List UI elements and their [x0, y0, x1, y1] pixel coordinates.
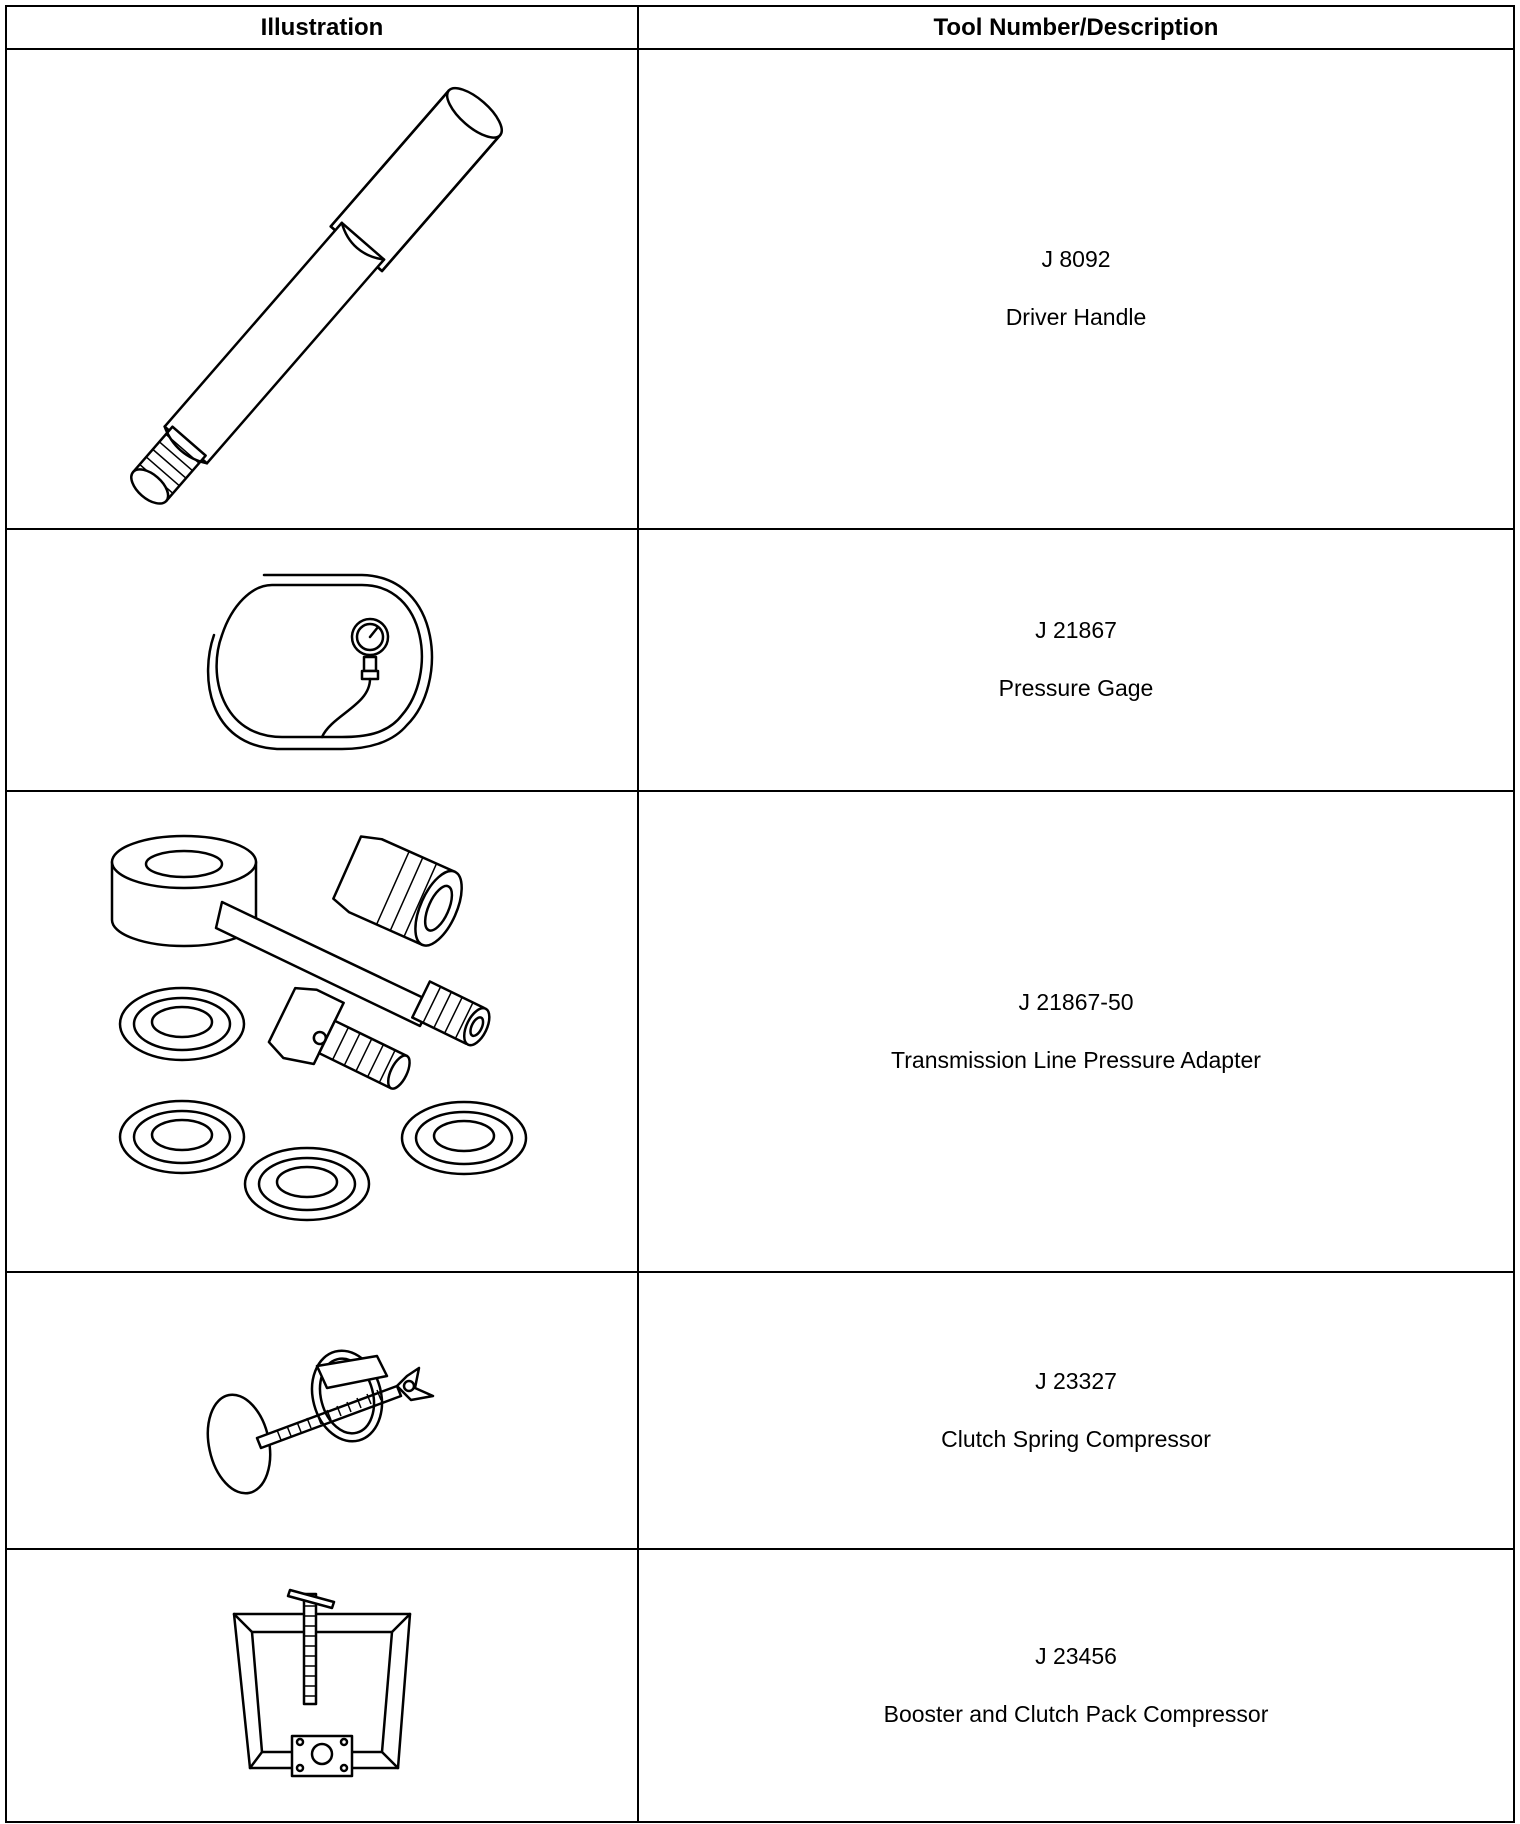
- special-tools-table: [5, 5, 1515, 1823]
- description-cell: [638, 791, 1514, 1272]
- table-row: [6, 49, 1514, 529]
- tool-description: Clutch Spring Compressor: [941, 1425, 1211, 1452]
- tool-number: J 21867-50: [1018, 988, 1134, 1015]
- table-header-row: [6, 6, 1514, 49]
- tool-number: J 23327: [1035, 1367, 1117, 1394]
- description-cell: [638, 49, 1514, 529]
- header-tool-number-description: Tool Number/Description: [638, 6, 1514, 49]
- illustration-cell: [6, 529, 638, 791]
- table-row: [6, 1549, 1514, 1822]
- tool-number: J 8092: [1041, 246, 1111, 273]
- booster-clutch-pack-compressor-icon: [222, 1586, 422, 1786]
- pressure-gage-icon: [202, 565, 442, 755]
- tool-description: Booster and Clutch Pack Compressor: [883, 1700, 1269, 1727]
- tool-description: Driver Handle: [1005, 304, 1147, 330]
- tool-number: J 21867: [1035, 617, 1117, 644]
- illustration-cell: [6, 1272, 638, 1549]
- tool-number: J 23456: [1035, 1642, 1117, 1669]
- tool-description: Transmission Line Pressure Adapter: [891, 1046, 1261, 1073]
- tool-description: Pressure Gage: [998, 675, 1154, 701]
- clutch-spring-compressor-icon: [197, 1326, 447, 1496]
- description-cell: [638, 1549, 1514, 1822]
- table-row: [6, 791, 1514, 1272]
- table-row: [6, 1272, 1514, 1549]
- pressure-adapter-icon: [102, 812, 542, 1252]
- table-row: [6, 529, 1514, 791]
- illustration-cell: [6, 1549, 638, 1822]
- illustration-cell: [6, 791, 638, 1272]
- driver-handle-icon: [112, 69, 532, 509]
- header-illustration: Illustration: [6, 6, 638, 49]
- illustration-cell: [6, 49, 638, 529]
- description-cell: [638, 529, 1514, 791]
- description-cell: [638, 1272, 1514, 1549]
